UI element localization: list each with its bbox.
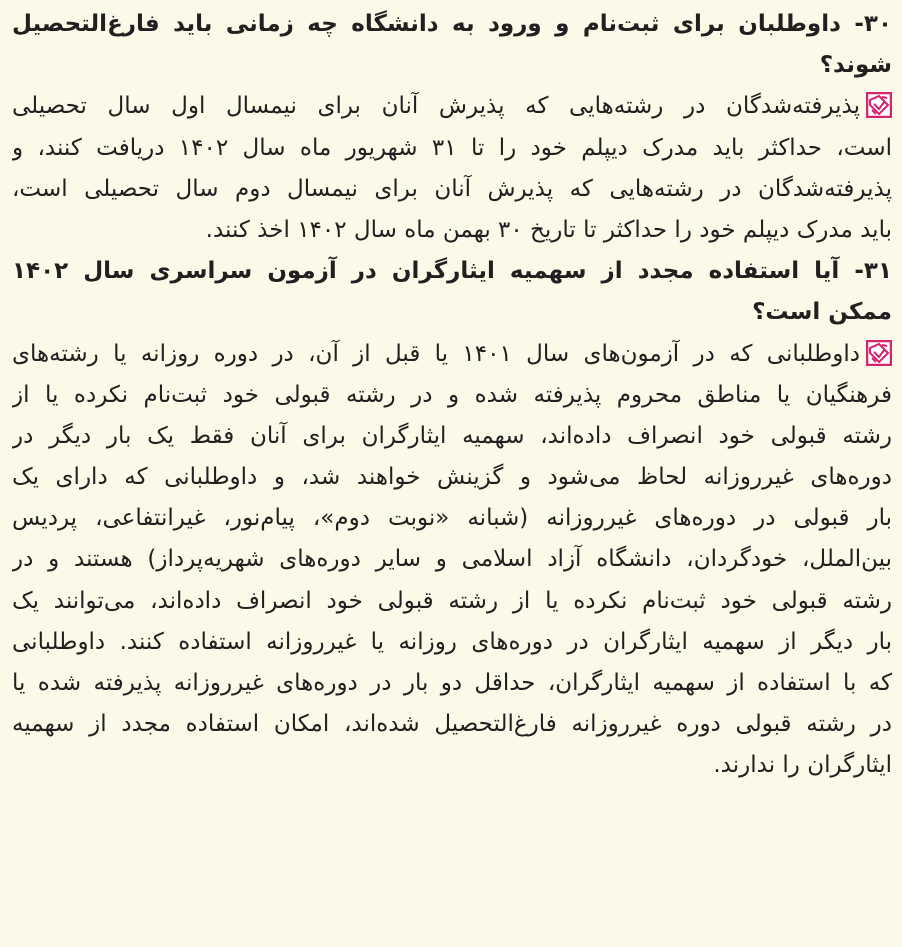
- answer-line: دوره‌های غیرروزانه لحاظ می‌شود و گزینش خواهند شد، و داوطلبانی که دارای یک: [12, 464, 892, 491]
- answer-line: بین‌الملل، خودگردان، دانشگاه آزاد اسلامی و سایر دوره‌های شهریه‌پرداز) هستند و در: [12, 546, 892, 573]
- answer-line: رشته قبولی خود انصراف داده‌اند، سهمیه ایثارگران برای آنان فقط یک بار دیگر در: [12, 422, 892, 449]
- question-31: [12, 251, 892, 786]
- question-heading: ۳۰- داوطلبان برای ثبت‌نام و ورود به دانشگاه چه زمانی باید فارغ‌التحصیل: [12, 11, 892, 37]
- answer-line: پذیرفته‌شدگان در رشته‌هایی که پذیرش آنان برای نیمسال دوم سال تحصیلی است،: [12, 175, 892, 202]
- answer-line: [12, 334, 892, 375]
- answer-marker-icon: [866, 340, 892, 366]
- answer-line: رشته قبولی خود ثبت‌نام نکرده یا از رشته قبولی خود انصراف داده‌اند، می‌توانند یک: [12, 587, 892, 614]
- question-heading: ممکن است؟: [752, 299, 892, 326]
- answer-line: [12, 86, 892, 127]
- answer-line: ایثارگران را ندارند.: [713, 752, 892, 779]
- question-heading: شوند؟: [819, 52, 892, 79]
- answer-text: داوطلبانی که در آزمون‌های سال ۱۴۰۱ یا قبل از آن، در دوره روزانه یا رشته‌های: [12, 340, 860, 367]
- answer-text: پذیرفته‌شدگان در رشته‌هایی که پذیرش آنان برای نیمسال اول سال تحصیلی: [12, 93, 860, 120]
- question-30: [12, 4, 892, 251]
- answer-line: باید مدرک دیپلم خود را حداکثر تا تاریخ ۳۰ بهمن ماه سال ۱۴۰۲ اخذ کنند.: [205, 216, 892, 243]
- answer-line: بار قبولی در دوره‌های غیرروزانه (شبانه «نوبت دوم»، پیام‌نور، غیرانتفاعی، پردیس: [12, 505, 892, 532]
- answer-line: که با استفاده از سهمیه ایثارگران، حداقل دو بار در دوره‌های غیرروزانه پذیرفته شده یا: [12, 670, 892, 696]
- answer-marker-icon: [866, 92, 892, 118]
- answer-line: فرهنگیان یا مناطق محروم پذیرفته شده و در رشته قبولی خود ثبت‌نام نکرده یا از: [12, 381, 892, 408]
- answer-line: است، حداکثر باید مدرک دیپلم خود را تا ۳۱ شهریور ماه سال ۱۴۰۲ دریافت کنند، و: [12, 134, 892, 161]
- question-heading: ۳۱- آیا استفاده مجدد از سهمیه ایثارگران در آزمون سراسری سال ۱۴۰۲: [12, 258, 892, 285]
- answer-line: بار دیگر از سهمیه ایثارگران در دوره‌های روزانه یا غیرروزانه استفاده کنند. داوطلبانی: [12, 628, 892, 655]
- answer-line: در رشته قبولی دوره غیرروزانه فارغ‌التحصیل شده‌اند، امکان استفاده مجدد از سهمیه: [12, 711, 892, 738]
